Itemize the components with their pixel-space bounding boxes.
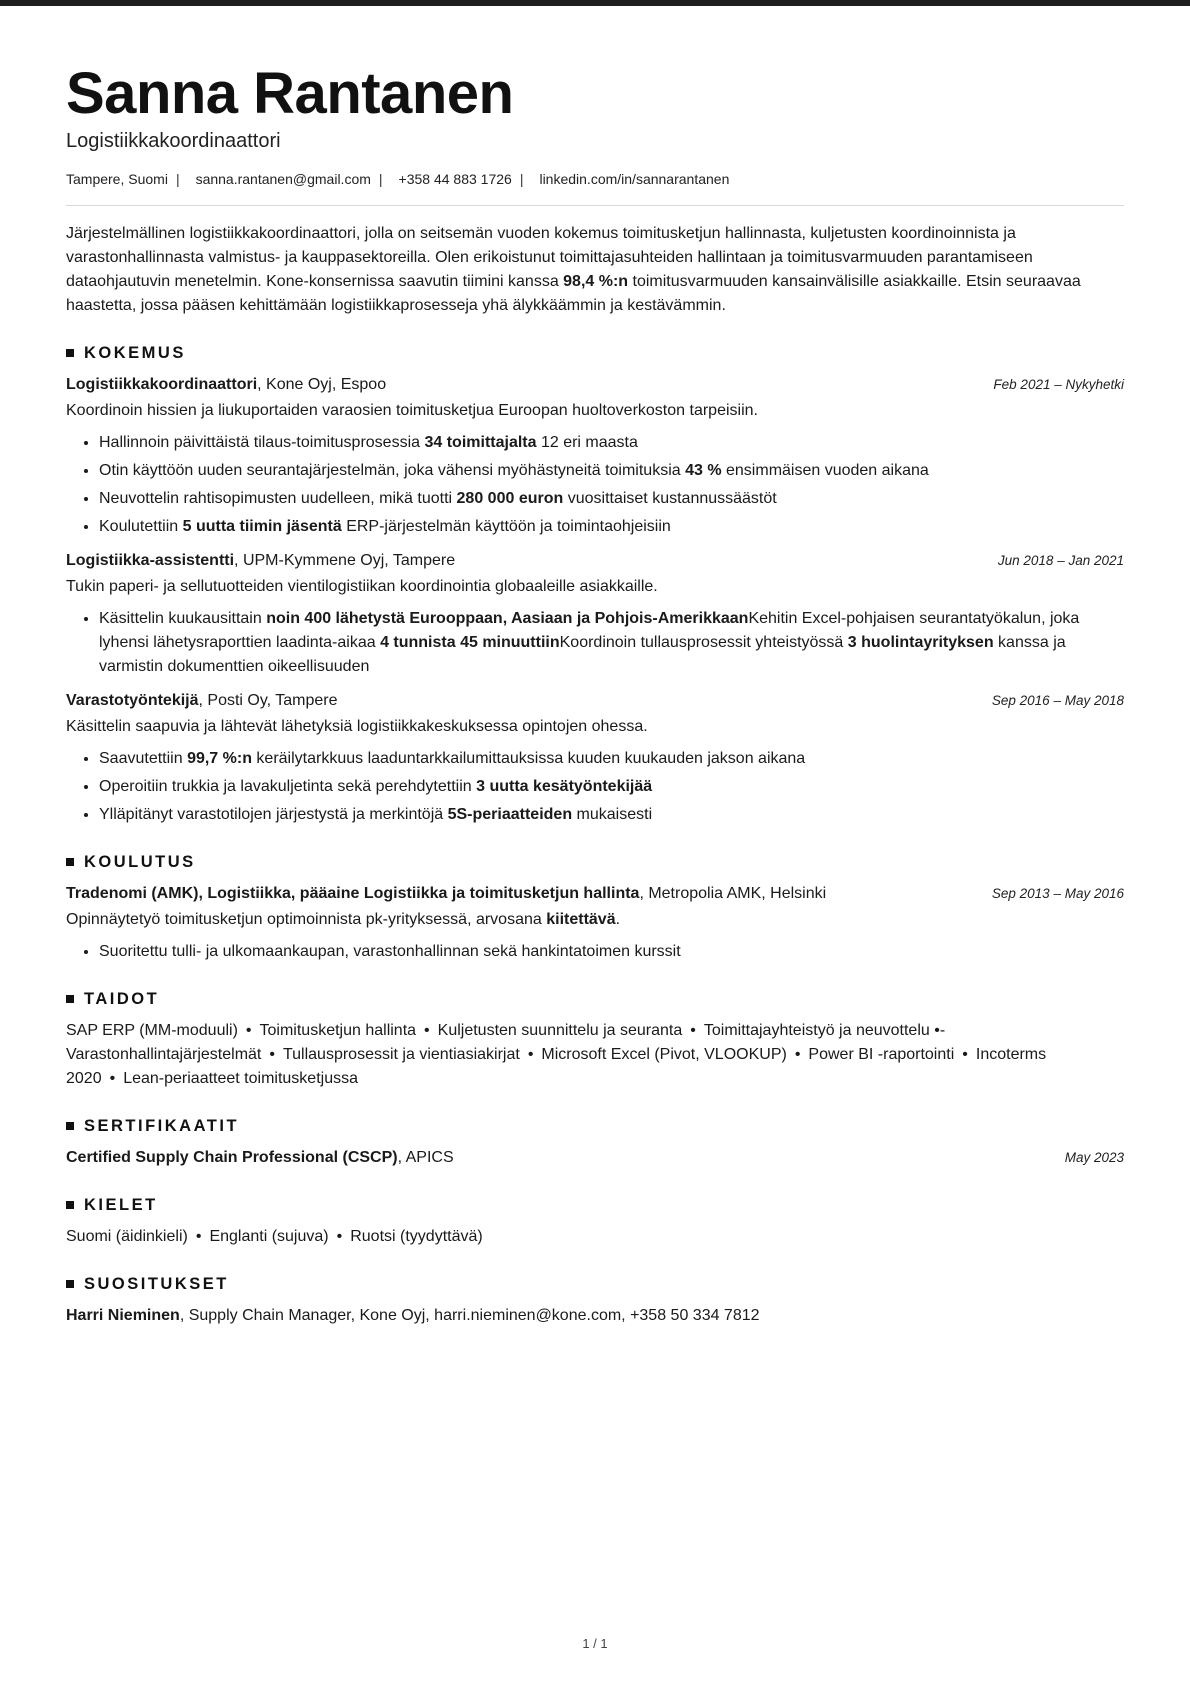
reference-details: , Supply Chain Manager, Kone Oyj, harri.nieminen@kone.com, +358 50 334 7812 — [179, 1306, 760, 1324]
contact-line — [66, 171, 1124, 187]
bullet-text: ensimmäisen vuoden aikana — [721, 461, 929, 479]
section-heading-label: SUOSITUKSET — [84, 1274, 229, 1293]
bullet-dot-icon: • — [962, 1045, 968, 1063]
bullet-highlight: 3 uutta kesätyöntekijää — [476, 777, 653, 795]
languages-list — [66, 1225, 1124, 1249]
summary-highlight: 98,4 %:n — [563, 272, 629, 290]
resume-page — [66, 62, 1124, 1328]
skill-item: Microsoft Excel (Pivot, VLOOKUP) — [541, 1045, 787, 1063]
education-dates: Sep 2013 – May 2016 — [991, 885, 1124, 901]
contact-linkedin-link[interactable]: linkedin.com/in/sannarantanen — [539, 170, 730, 187]
experience-entry — [66, 549, 1124, 679]
bullet-dot-icon: • — [336, 1227, 343, 1245]
bullet-highlight: 43 % — [685, 461, 722, 479]
skill-item: Kuljetusten suunnittelu ja seuranta — [437, 1021, 683, 1039]
top-border-bar — [0, 0, 1190, 6]
profile-summary — [66, 222, 1124, 318]
contact-email-link[interactable]: sanna.rantanen@gmail.com — [195, 170, 371, 187]
bullet-dot-icon: • — [794, 1045, 801, 1063]
skill-item: Lean-periaatteet toimitusketjussa — [123, 1069, 358, 1087]
section-heading-references — [66, 1275, 1124, 1294]
entry-title-line — [66, 373, 386, 397]
bullet-text: Neuvottelin rahtisopimusten uudelleen, mikä tuotti — [99, 489, 457, 507]
skills-list — [66, 1019, 1124, 1091]
entry-title-line — [66, 1146, 454, 1170]
bullet-text: Hallinnoin päivittäistä tilaus-toimitusprosessia — [99, 433, 425, 451]
contact-separator: | — [519, 170, 524, 187]
section-heading-label: TAIDOT — [84, 989, 160, 1008]
bullet-text: Koulutettiin — [99, 517, 183, 535]
education-grade: kiitettävä — [546, 910, 616, 928]
education-description — [66, 908, 1124, 932]
job-employer: , Kone Oyj, Espoo — [257, 375, 387, 393]
bullet-dot-icon: • — [690, 1021, 696, 1039]
bullet-text: keräilytarkkuus laaduntarkkailumittauksissa kuuden kuukauden jakson aikana — [251, 749, 806, 767]
education-text: . — [615, 910, 621, 928]
bullet-text: Ylläpitänyt varastotilojen järjestystä ja merkintöjä — [99, 805, 448, 823]
bullet-text: Saavutettiin — [99, 749, 188, 767]
bullet-highlight: 5 uutta tiimin jäsentä — [182, 517, 342, 535]
entry-header — [66, 689, 1124, 713]
entry-title-line — [66, 549, 455, 573]
bullet-text: vuosittaiset kustannussäästöt — [563, 489, 777, 507]
degree-title: Tradenomi (AMK), Logistiikka, pääaine Logistiikka ja toimitusketjun hallinta — [66, 884, 640, 902]
bullet-highlight: noin 400 lähetystä Eurooppaan, Aasiaan ja Pohjois-Amerikkaan — [266, 609, 749, 627]
section-heading-label: KOULUTUS — [84, 852, 196, 871]
bullet-highlight: 4 tunnista 45 minuuttiin — [380, 633, 560, 651]
certificate-issuer: , APICS — [397, 1148, 454, 1166]
list-item — [99, 431, 1124, 455]
job-achievements — [66, 431, 1124, 539]
reference-name: Harri Nieminen — [66, 1306, 180, 1324]
list-item: • Suoritettu tulli- ja ulkomaankaupan, varastonhallinnan sekä hankintatoimen kurssit — [99, 940, 1124, 964]
bullet-text: Kehitin Excel-pohjaisen seurantatyökalun, joka lyhensi lähetysraporttien laadinta-aikaa — [99, 609, 1080, 651]
language-item: Englanti (sujuva) — [209, 1227, 329, 1245]
bullet-text: Otin käyttöön uuden seurantajärjestelmän, joka vähensi myöhästyneitä toimituksia — [99, 461, 686, 479]
list-item — [99, 803, 1124, 827]
skill-item: Toimittajayhteistyö ja neuvottelu — [703, 1021, 930, 1039]
skill-item: Toimitusketjun hallinta — [259, 1021, 417, 1039]
skill-item: Incoterms 2020 — [66, 1045, 1047, 1087]
job-description: Tukin paperi- ja sellutuotteiden vientilogistiikan koordinointia globaaleille asiakkaille. — [66, 577, 658, 595]
job-dates: Jun 2018 – Jan 2021 — [997, 552, 1124, 568]
bullet-text: Koordinoin tullausprosessit yhteistyössä — [559, 633, 848, 651]
skill-item: Tullausprosessit ja vientiasiakirjat — [282, 1045, 520, 1063]
section-square-icon — [66, 349, 74, 357]
section-square-icon — [66, 858, 74, 866]
bullet-highlight: 34 toimittajalta — [424, 433, 537, 451]
experience-entry — [66, 689, 1124, 827]
entry-header — [66, 549, 1124, 573]
bullet-dot-icon: • — [424, 1021, 430, 1039]
contact-separator: | — [378, 170, 383, 187]
skill-item: •- Varastonhallintajärjestelmät — [66, 1021, 946, 1063]
skill-item: Power BI -raportointi — [808, 1045, 955, 1063]
list-item — [99, 515, 1124, 539]
bullet-text: Operoitiin trukkia ja lavakuljetinta sekä perehdytettiin — [99, 777, 477, 795]
contact-separator: | — [175, 170, 180, 187]
section-heading-label: KIELET — [84, 1195, 158, 1214]
entry-title-line — [66, 882, 826, 906]
entry-title-line — [66, 689, 338, 713]
job-achievements — [66, 607, 1124, 679]
bullet-highlight: 99,7 %:n — [187, 749, 252, 767]
job-title: Logistiikkakoordinaattori — [66, 375, 258, 393]
bullet-dot-icon: • — [527, 1045, 534, 1063]
entry-header — [66, 373, 1124, 397]
job-achievements — [66, 747, 1124, 827]
job-dates: Sep 2016 – May 2018 — [991, 692, 1124, 708]
section-square-icon — [66, 995, 74, 1003]
bullet-dot-icon: • — [195, 1227, 202, 1245]
certificate-entry — [66, 1146, 1124, 1170]
education-entry — [66, 882, 1124, 964]
job-employer: , UPM-Kymmene Oyj, Tampere — [234, 551, 456, 569]
language-item: Ruotsi (tyydyttävä) — [350, 1227, 483, 1245]
education-text: Opinnäytetyö toimitusketjun optimoinnista pk-yrityksessä, arvosana — [66, 910, 547, 928]
bullet-highlight: 3 huolintayrityksen — [847, 633, 994, 651]
job-dates: Feb 2021 – Nykyhetki — [993, 376, 1124, 392]
header-divider — [66, 205, 1124, 206]
section-square-icon — [66, 1280, 74, 1288]
certificate-date: May 2023 — [1064, 1149, 1124, 1165]
section-heading-label: KOKEMUS — [84, 343, 186, 362]
section-square-icon — [66, 1122, 74, 1130]
page-number: 1 / 1 — [582, 1636, 608, 1651]
bullet-text: mukaisesti — [572, 805, 653, 823]
bullet-highlight: 5S-periaatteiden — [447, 805, 573, 823]
section-heading-skills — [66, 990, 1124, 1009]
list-item — [99, 459, 1124, 483]
entry-header — [66, 882, 1124, 906]
list-item — [99, 607, 1124, 679]
bullet-highlight: 280 000 euron — [456, 489, 564, 507]
summary-text: toimitusvarmuuden kansainvälisille asiakkaille. Etsin seuraavaa haastetta, jossa pääsen kehittämään logistiikkaprosesseja yhä älykkäämmin ja kestävämmin. — [66, 272, 1081, 314]
experience-entry — [66, 373, 1124, 539]
entry-header — [66, 1146, 1124, 1170]
list-item — [99, 747, 1124, 771]
candidate-name: Sanna Rantanen — [66, 61, 514, 126]
section-heading-education — [66, 853, 1124, 872]
section-heading-label: SERTIFIKAATIT — [84, 1116, 240, 1135]
bullet-dot-icon: • — [109, 1069, 116, 1087]
education-details — [66, 940, 1124, 964]
language-item: Suomi (äidinkieli) — [66, 1227, 188, 1245]
candidate-role: Logistiikkakoordinaattori — [66, 129, 281, 152]
section-heading-certificates — [66, 1117, 1124, 1136]
bullet-text: ERP-järjestelmän käyttöön ja toimintaohjeisiin — [341, 517, 671, 535]
bullet-dot-icon: • — [245, 1021, 252, 1039]
bullet-text: 12 eri maasta — [536, 433, 638, 451]
reference-entry — [66, 1304, 1124, 1328]
list-item — [99, 487, 1124, 511]
school-name: , Metropolia AMK, Helsinki — [639, 884, 827, 902]
bullet-text: Käsittelin kuukausittain — [99, 609, 267, 627]
bullet-dot-icon: • — [269, 1045, 275, 1063]
job-description: Koordinoin hissien ja liukuportaiden varaosien toimitusketjua Euroopan huoltoverkoston tarpeisiin. — [66, 401, 758, 419]
contact-location: Tampere, Suomi — [66, 170, 168, 187]
section-heading-languages — [66, 1196, 1124, 1215]
bullet-text: kanssa ja varmistin dokumenttien oikeellisuuden — [99, 633, 1066, 675]
job-title: Varastotyöntekijä — [66, 691, 199, 709]
section-heading-experience — [66, 344, 1124, 363]
section-square-icon — [66, 1201, 74, 1209]
job-title: Logistiikka-assistentti — [66, 551, 235, 569]
certificate-title: Certified Supply Chain Professional (CSCP) — [66, 1148, 398, 1166]
job-employer: , Posti Oy, Tampere — [198, 691, 338, 709]
skill-item: SAP ERP (MM-moduuli) — [66, 1021, 238, 1039]
job-description: Käsittelin saapuvia ja lähtevät lähetyksiä logistiikkakeskuksessa opintojen ohessa. — [66, 717, 648, 735]
summary-text: Järjestelmällinen logistiikkakoordinaattori, jolla on seitsemän vuoden kokemus toimitusketjun hallinnasta, kuljetusten koordinoinnista ja varastonhallinnasta valmistus- ja kauppasektoreilla. Olen erikoistunut toimittajasuhteiden hallintaan ja toimitusvarmuuden parantamiseen dataohjautuvin menetelmin. Kone-konsernissa saavutin tiimini kanssa — [66, 224, 1033, 290]
list-item — [99, 775, 1124, 799]
contact-phone-link[interactable]: +358 44 883 1726 — [398, 170, 512, 187]
